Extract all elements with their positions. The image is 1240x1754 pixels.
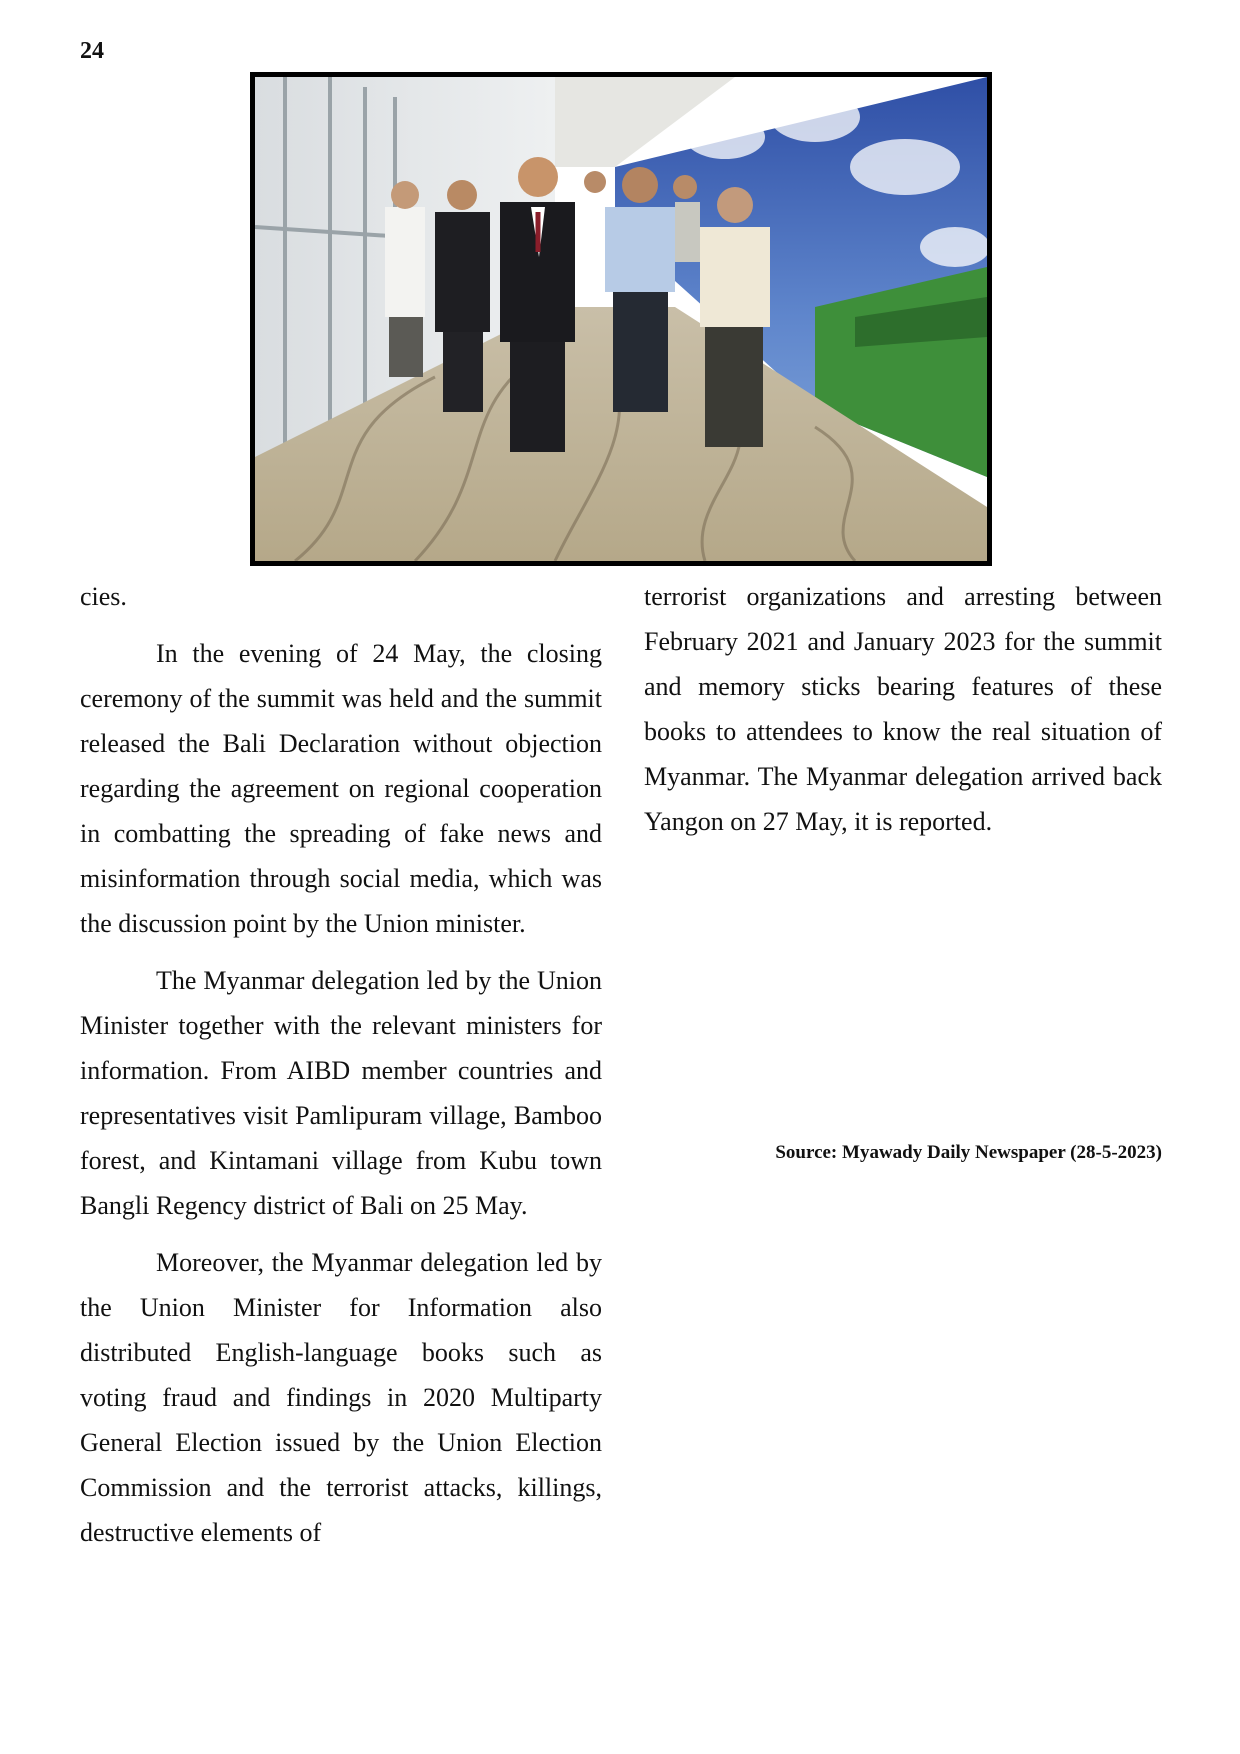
source-citation: Source: Myawady Daily Newspaper (28-5-2023) <box>775 1142 1162 1163</box>
paragraph-continuation: cies. <box>80 582 127 611</box>
paragraph-terrorist-organizations: terrorist organizations and arresting between February 2021 and January 2023 for the summit and memory sticks bearing features of these books to attendees to know the real situation of Myanmar. The Myanmar delegation arrived back Yangon on 27 May, it is reported. <box>644 582 1162 836</box>
paragraph-delegation-visit: The Myanmar delegation led by the Union Minister together with the relevant ministers for information. From AIBD member countries and representatives visit Pamlipuram village, Bamboo forest, and Kintamani village from Kubu town Bangli Regency district of Bali on 25 May. <box>80 966 602 1220</box>
delegation-photo <box>250 72 992 566</box>
airport-corridor-illustration <box>255 77 987 561</box>
paragraph-books-distribution: Moreover, the Myanmar delegation led by the Union Minister for Information also distributed English-language books such as voting fraud and findings in 2020 Multiparty General Election issued by the Union Election Commission and the terrorist attacks, killings, destructive elements of <box>80 1248 602 1547</box>
paragraph-closing-ceremony: In the evening of 24 May, the closing ceremony of the summit was held and the summit released the Bali Declaration without objection regarding the agreement on regional cooperation in combatting the spreading of fake news and misinformation through social media, which was the discussion point by the Union minister. <box>80 639 602 938</box>
left-column <box>80 574 602 1567</box>
page-number: 24 <box>80 38 104 64</box>
right-column <box>644 574 1162 856</box>
